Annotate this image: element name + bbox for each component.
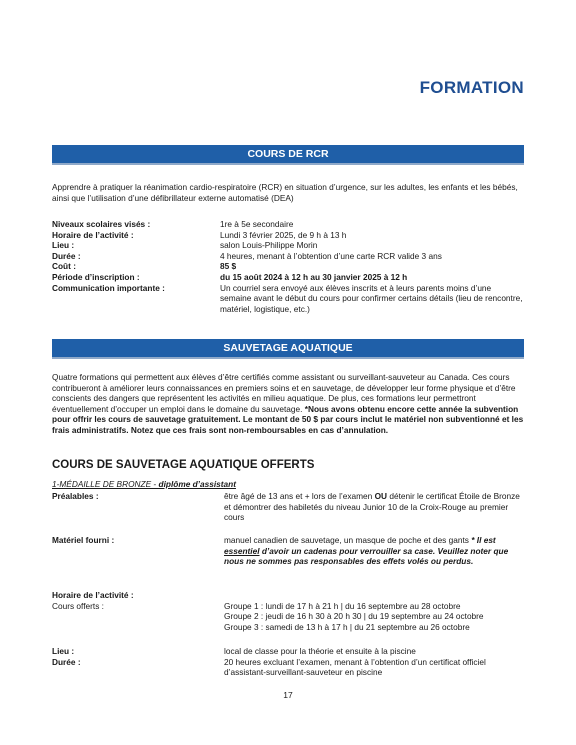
lieu-value: local de classe pour la théorie et ensuite à la piscine [224,646,416,656]
course-bronze-diploma: diplôme d’assistant [158,479,236,489]
duree-label: Durée : [52,656,81,667]
sauvetage-intro-paragraph [52,372,524,436]
rcr-value: Un courriel sera envoyé aux élèves inscrits et à leurs parents moins d’une semaine avant le début du cours pour confirmer certains détails (lieu de rencontre, matériel, logistique, etc.) [220,282,523,314]
rcr-row-lieu [52,240,524,251]
rcr-label: Lieu : [52,240,75,251]
materiel-value [220,535,524,567]
duree-value: 20 heures excluant l’examen, menant à l’obtention d’un certificat officiel d’assistant-surveillant-sauveteur en piscine [224,656,486,678]
materiel-label: Matériel fourni : [52,535,115,545]
course-bronze-title [52,479,236,489]
duree-row [52,657,524,678]
page-title: FORMATION [419,78,524,97]
horaire-empty [220,590,524,601]
horaire-label: Horaire de l’activité : [52,590,134,600]
rcr-value: 85 $ [220,261,237,272]
rcr-details [52,219,524,314]
rcr-section-banner: COURS DE RCR [52,145,524,165]
rcr-label: Communication importante : [52,282,165,293]
prealables-value [220,491,524,523]
courses-offered-heading: COURS DE SAUVETAGE AQUATIQUE OFFERTS [52,459,315,471]
rcr-label: Niveaux scolaires visés : [52,219,151,229]
rcr-row-niveaux [52,219,524,230]
course-bronze-name: 1-MÉDAILLE DE BRONZE - [52,479,159,489]
rcr-label: Durée : [52,250,81,261]
rcr-value: du 15 août 2024 à 12 h au 30 janvier 2025 à 12 h [220,271,408,282]
page-number: 17 [283,690,293,700]
course-horaire [52,590,524,632]
rcr-value: 4 heures, menant à l’obtention d’une carte RCR valide 3 ans [220,250,442,261]
rcr-row-communication [52,283,524,315]
prealables-text-b: détenir le certificat Étoile de Bronze et démontrer des habiletés du niveau Junior 10 de la Croix-Rouge au premier cours [224,491,520,523]
prealables-label: Préalables : [52,491,99,501]
rcr-value: Lundi 3 février 2025, de 9 h à 13 h [220,229,347,240]
groupe-item: Groupe 1 : lundi de 17 h à 21 h | du 16 septembre au 28 octobre [224,600,461,611]
rcr-row-inscription [52,272,524,283]
sauvetage-intro-text: Quatre formations qui permettent aux élèves d’être certifiés comme assistant ou surveillant-sauveteur au Canada. Ces cours contribueront à améliorer leurs connaissances en premiers soins et en sauvetage, de développer leur forme physique et d’être conscients des dangers que représentent les activités en milieu aquatique. De plus, ces formations leur permettront éventuellement d’occuper un emploi dans le domaine du sauvetage. [52,372,516,414]
course-lieu-duree [52,646,524,678]
groupe-item: Groupe 3 : samedi de 13 h à 17 h | du 21 septembre au 26 octobre [224,621,470,632]
sauvetage-section-banner: SAUVETAGE AQUATIQUE [52,339,524,359]
rcr-label: Horaire de l’activité : [52,229,134,240]
course-prealables [52,491,524,523]
course-materiel [52,535,524,567]
lieu-row [52,646,524,657]
rcr-row-cout [52,261,524,272]
materiel-essentiel: essentiel [224,545,260,556]
rcr-label: Période d’inscription : [52,271,140,282]
sauvetage-subvention-note: *Nous avons obtenu encore cette année la subvention pour offrir les cours de sauvetage gratuitement. Le montant de 50 $ par cours inclut le matériel non subventionné et les frais administratifs. Notez que ces frais sont non-remboursables en cas d’annulation. [52,403,524,435]
cours-offerts-label: Cours offerts : [52,600,104,611]
materiel-text-b: * Il est [471,535,496,545]
groupe-item: Groupe 2 : jeudi de 16 h 30 à 20 h 30 | du 19 septembre au 24 octobre [224,611,484,622]
rcr-label: Coût : [52,261,76,272]
rcr-value: salon Louis-Philippe Morin [220,240,318,251]
lieu-label: Lieu : [52,646,75,656]
prealables-row [52,491,524,523]
groupes-list [220,601,524,633]
prealables-ou: OU [374,491,388,501]
rcr-intro-paragraph: Apprendre à pratiquer la réanimation cardio-respiratoire (RCR) en situation d’urgence, sur les adultes, les enfants et les bébés, ainsi que l’utilisation d’une défibrillateur externe automatisé (DEA) [52,182,518,203]
materiel-row [52,535,524,567]
rcr-value: 1re à 5e secondaire [220,219,294,229]
rcr-row-horaire [52,230,524,241]
horaire-row [52,590,524,601]
cours-offerts-row [52,601,524,633]
rcr-row-duree [52,251,524,262]
materiel-text-d: d’avoir un cadenas pour verrouiller sa case. Veuillez noter que nous ne sommes pas responsables des effets volés ou perdus. [224,545,509,567]
prealables-text-a: être âgé de 13 ans et + lors de l’examen [224,491,375,501]
materiel-text-a: manuel canadien de sauvetage, un masque de poche et des gants [224,535,472,545]
